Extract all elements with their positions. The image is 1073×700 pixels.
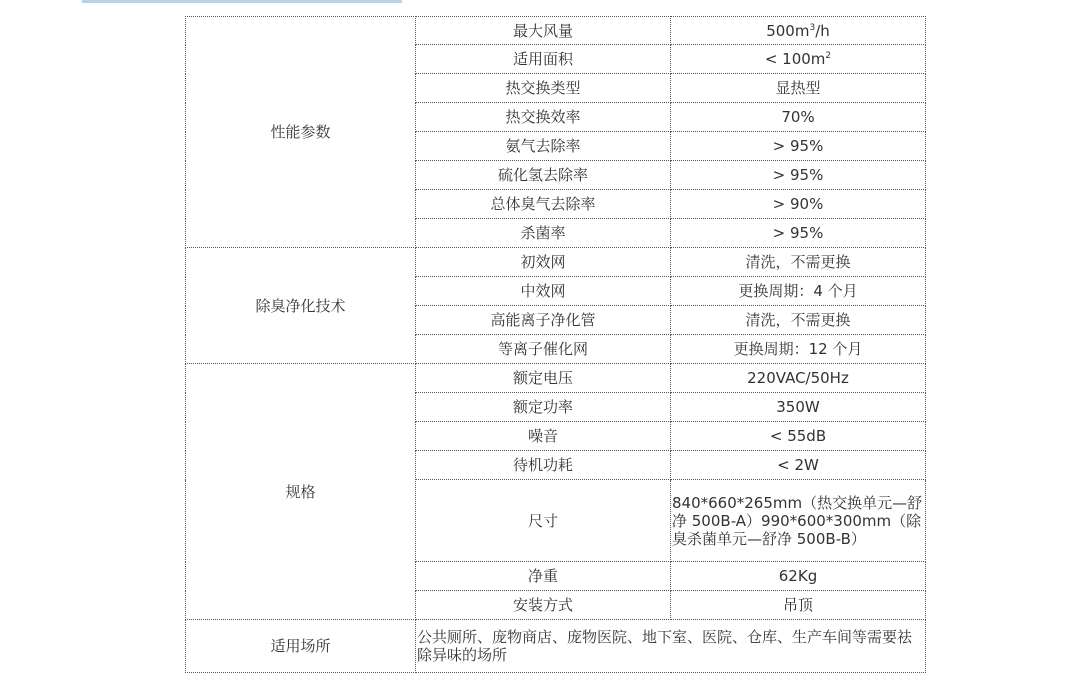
param-label: 初效网: [416, 248, 671, 277]
param-value: > 95%: [671, 161, 926, 190]
spec-table: [185, 16, 926, 673]
param-label: 氨气去除率: [416, 132, 671, 161]
table-row: [186, 364, 926, 393]
param-value: 更换周期：12 个月: [671, 335, 926, 364]
param-value: < 55dB: [671, 422, 926, 451]
param-value: $500m^3/h$: [671, 17, 926, 45]
param-label: 最大风量: [416, 17, 671, 45]
table-row: [186, 620, 926, 673]
param-label: 净重: [416, 562, 671, 591]
param-value: 清洗，不需更换: [671, 306, 926, 335]
category-deodorization: 除臭净化技术: [186, 248, 416, 364]
param-value: 更换周期：4 个月: [671, 277, 926, 306]
param-label: 适用面积: [416, 45, 671, 74]
param-value-dimensions: 840*660*265mm（热交换单元—舒净 500B-A）990*600*300mm（除臭杀菌单元—舒净 500B-B）: [671, 480, 926, 562]
param-label: 尺寸: [416, 480, 671, 562]
param-label: 杀菌率: [416, 219, 671, 248]
param-value: > 90%: [671, 190, 926, 219]
param-label: 中效网: [416, 277, 671, 306]
param-label: 噪音: [416, 422, 671, 451]
param-value: > 95%: [671, 132, 926, 161]
param-value: < 2W: [671, 451, 926, 480]
param-value: 220VAC/50Hz: [671, 364, 926, 393]
param-label: 高能离子净化管: [416, 306, 671, 335]
param-value: 显热型: [671, 74, 926, 103]
param-label: 安装方式: [416, 591, 671, 620]
param-label: 热交换效率: [416, 103, 671, 132]
top-accent-bar: [82, 0, 402, 3]
param-value: 清洗，不需更换: [671, 248, 926, 277]
param-value: 吊顶: [671, 591, 926, 620]
param-label: 硫化氢去除率: [416, 161, 671, 190]
category-specifications: 规格: [186, 364, 416, 620]
table-row: [186, 17, 926, 45]
param-label: 热交换类型: [416, 74, 671, 103]
table-row: [186, 248, 926, 277]
param-value: 70%: [671, 103, 926, 132]
param-value: < $100m^2$: [671, 45, 926, 74]
param-value: 62Kg: [671, 562, 926, 591]
category-applicable-places: 适用场所: [186, 620, 416, 673]
param-value: 350W: [671, 393, 926, 422]
param-label: 总体臭气去除率: [416, 190, 671, 219]
param-label: 额定电压: [416, 364, 671, 393]
param-label: 待机功耗: [416, 451, 671, 480]
param-label: 额定功率: [416, 393, 671, 422]
param-value: > 95%: [671, 219, 926, 248]
applicable-places-value: 公共厕所、庞物商店、庞物医院、地下室、医院、仓库、生产车间等需要祛除异味的场所: [416, 620, 926, 673]
param-label: 等离子催化网: [416, 335, 671, 364]
category-performance: 性能参数: [186, 17, 416, 248]
